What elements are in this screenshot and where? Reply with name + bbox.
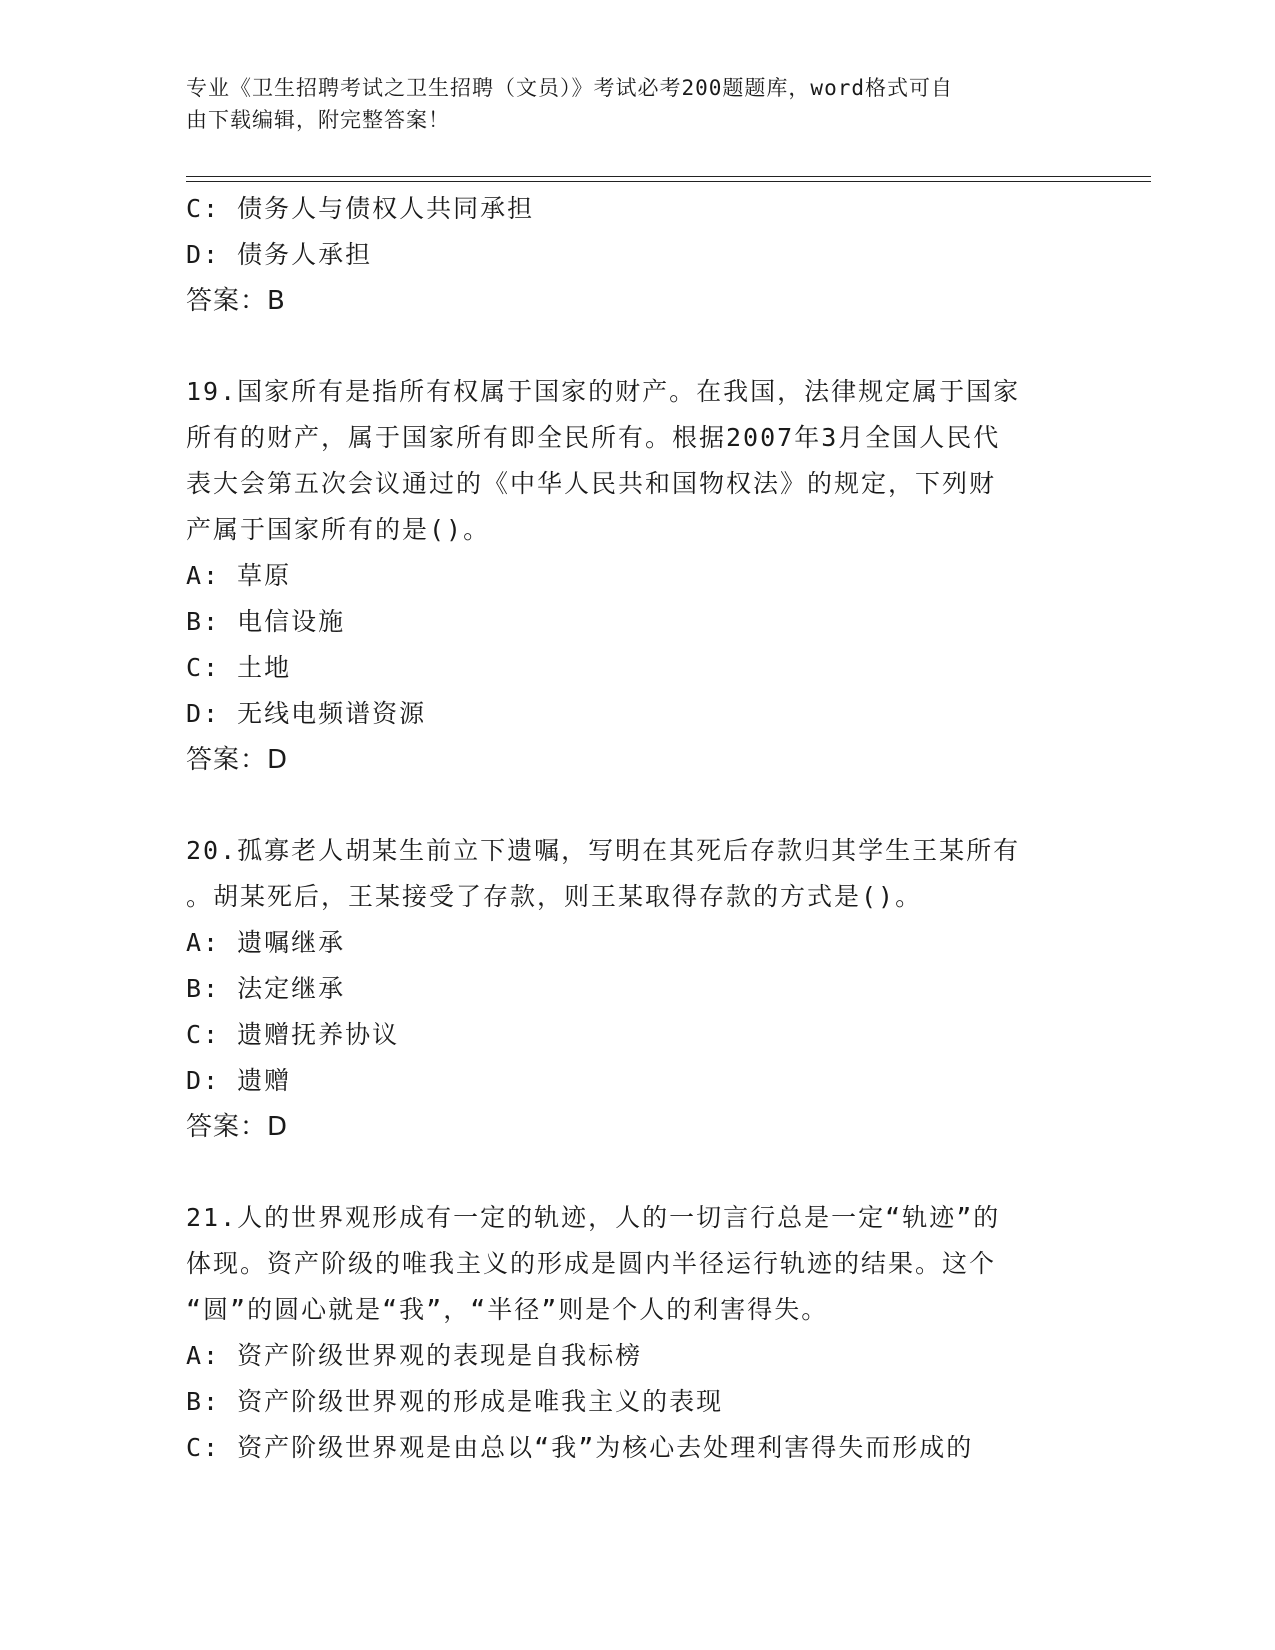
option-b: B: 电信设施 — [186, 607, 346, 636]
previous-question-block — [186, 186, 1086, 324]
question-text-line: 19.国家所有是指所有权属于国家的财产。在我国，法律规定属于国家 — [186, 377, 1021, 406]
question-text-line: 。胡某死后，王某接受了存款，则王某取得存款的方式是()。 — [186, 882, 923, 911]
question-text-line: 20.孤寡老人胡某生前立下遗嘱，写明在其死后存款归其学生王某所有 — [186, 836, 1021, 865]
answer-line: 答案：B — [186, 286, 286, 316]
question-text-line: 所有的财产，属于国家所有即全民所有。根据2007年3月全国人民代 — [186, 423, 1001, 452]
question-content — [186, 186, 1086, 1471]
option-c: C: 债务人与债权人共同承担 — [186, 194, 535, 223]
option-b: B: 资产阶级世界观的形成是唯我主义的表现 — [186, 1387, 724, 1416]
question-19 — [186, 369, 1086, 783]
option-c: C: 资产阶级世界观是由总以“我”为核心去处理利害得失而形成的 — [186, 1433, 974, 1462]
document-header — [186, 72, 1066, 136]
header-title-line-2: 由下载编辑，附完整答案！ — [186, 108, 450, 132]
header-divider-bottom — [186, 181, 1151, 182]
question-21 — [186, 1195, 1086, 1471]
question-20 — [186, 828, 1086, 1150]
question-text-line: 表大会第五次会议通过的《中华人民共和国物权法》的规定，下列财 — [186, 469, 997, 498]
spacer — [186, 1150, 1086, 1195]
question-text-line: “圆”的圆心就是“我”，“半径”则是个人的利害得失。 — [186, 1295, 829, 1324]
option-c: C: 遗赠抚养协议 — [186, 1020, 400, 1049]
spacer — [186, 783, 1086, 828]
option-a: A: 遗嘱继承 — [186, 928, 346, 957]
header-divider-top — [186, 176, 1151, 177]
option-d: D: 债务人承担 — [186, 240, 373, 269]
spacer — [186, 324, 1086, 369]
answer-line: 答案：D — [186, 1112, 289, 1142]
option-d: D: 无线电频谱资源 — [186, 699, 427, 728]
option-b: B: 法定继承 — [186, 974, 346, 1003]
question-text-line: 产属于国家所有的是()。 — [186, 515, 491, 544]
question-text-line: 21.人的世界观形成有一定的轨迹，人的一切言行总是一定“轨迹”的 — [186, 1203, 1001, 1232]
option-a: A: 资产阶级世界观的表现是自我标榜 — [186, 1341, 643, 1370]
question-text-line: 体现。资产阶级的唯我主义的形成是圆内半径运行轨迹的结果。这个 — [186, 1249, 997, 1278]
option-c: C: 土地 — [186, 653, 292, 682]
option-d: D: 遗赠 — [186, 1066, 292, 1095]
header-title-line-1: 专业《卫生招聘考试之卫生招聘（文员）》考试必考200题题库，word格式可自 — [186, 76, 953, 100]
option-a: A: 草原 — [186, 561, 292, 590]
answer-line: 答案：D — [186, 745, 289, 775]
